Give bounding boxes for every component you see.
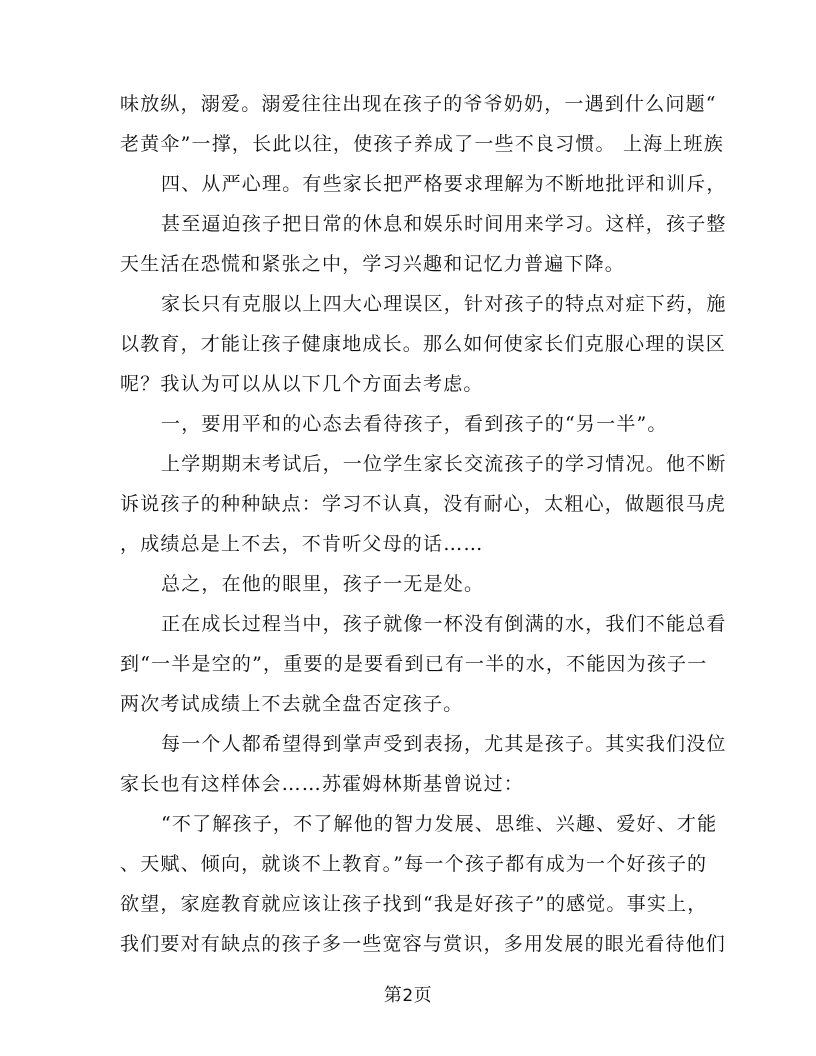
text-line: 老黄伞”一撑，长此以往，使孩子养成了一些不良习惯。 上海上班族 xyxy=(120,133,724,155)
text-line: 诉说孩子的种种缺点：学习不认真，没有耐心，太粗心，做题很马虎 xyxy=(120,493,727,515)
text-line: 家长只有克服以上四大心理误区，针对孩子的特点对症下药，施 xyxy=(161,293,727,315)
text-line: 一，要用平和的心态去看待孩子，看到孩子的“另一半”。 xyxy=(161,413,668,435)
text-line: 甚至逼迫孩子把日常的休息和娱乐时间用来学习。这样，孩子整 xyxy=(161,213,727,235)
text-line: 我们要对有缺点的孩子多一些宽容与赏识，多用发展的眼光看待他们 xyxy=(120,933,727,955)
page-label-prefix: 第 xyxy=(383,985,403,1006)
text-line: 家长也有这样体会……苏霍姆林斯基曾说过： xyxy=(120,773,525,795)
text-line: 总之，在他的眼里，孩子一无是处。 xyxy=(161,573,485,595)
text-line: 到“一半是空的”，重要的是要看到已有一半的水，不能因为孩子一 xyxy=(120,653,708,675)
text-line: 以教育，才能让孩子健康地成长。那么如何使家长们克服心理的误区 xyxy=(120,333,727,355)
text-line: 两次考试成绩上不去就全盘否定孩子。 xyxy=(120,693,464,715)
text-line: “不了解孩子，不了解他的智力发展、思维、兴趣、爱好、才能 xyxy=(161,813,718,835)
text-line: 呢？我认为可以从以下几个方面去考虑。 xyxy=(120,373,484,395)
page-number: 2 xyxy=(402,986,414,1006)
text-line: 四、从严心理。有些家长把严格要求理解为不断地批评和训斥， xyxy=(161,173,727,195)
text-line: 欲望，家庭教育就应该让孩子找到“我是好孩子”的感觉。事实上， xyxy=(120,893,708,915)
text-line: ，成绩总是上不去，不肯听父母的话…… xyxy=(120,533,484,555)
page-footer xyxy=(0,985,816,1007)
text-line: 正在成长过程当中，孩子就像一杯没有倒满的水，我们不能总看 xyxy=(161,613,727,635)
text-line: 、天赋、倾向，就谈不上教育。”每一个孩子都有成为一个好孩子的 xyxy=(120,853,708,875)
page-label-suffix: 页 xyxy=(413,985,433,1006)
text-line: 每一个人都希望得到掌声受到表扬，尤其是孩子。其实我们没位 xyxy=(161,733,727,755)
text-line: 味放纵，溺爱。溺爱往往出现在孩子的爷爷奶奶，一遇到什么问题“ xyxy=(120,93,717,115)
text-line: 上学期期末考试后，一位学生家长交流孩子的学习情况。他不断 xyxy=(161,453,727,475)
text-line: 天生活在恐慌和紧张之中，学习兴趣和记忆力普遍下降。 xyxy=(120,253,626,275)
